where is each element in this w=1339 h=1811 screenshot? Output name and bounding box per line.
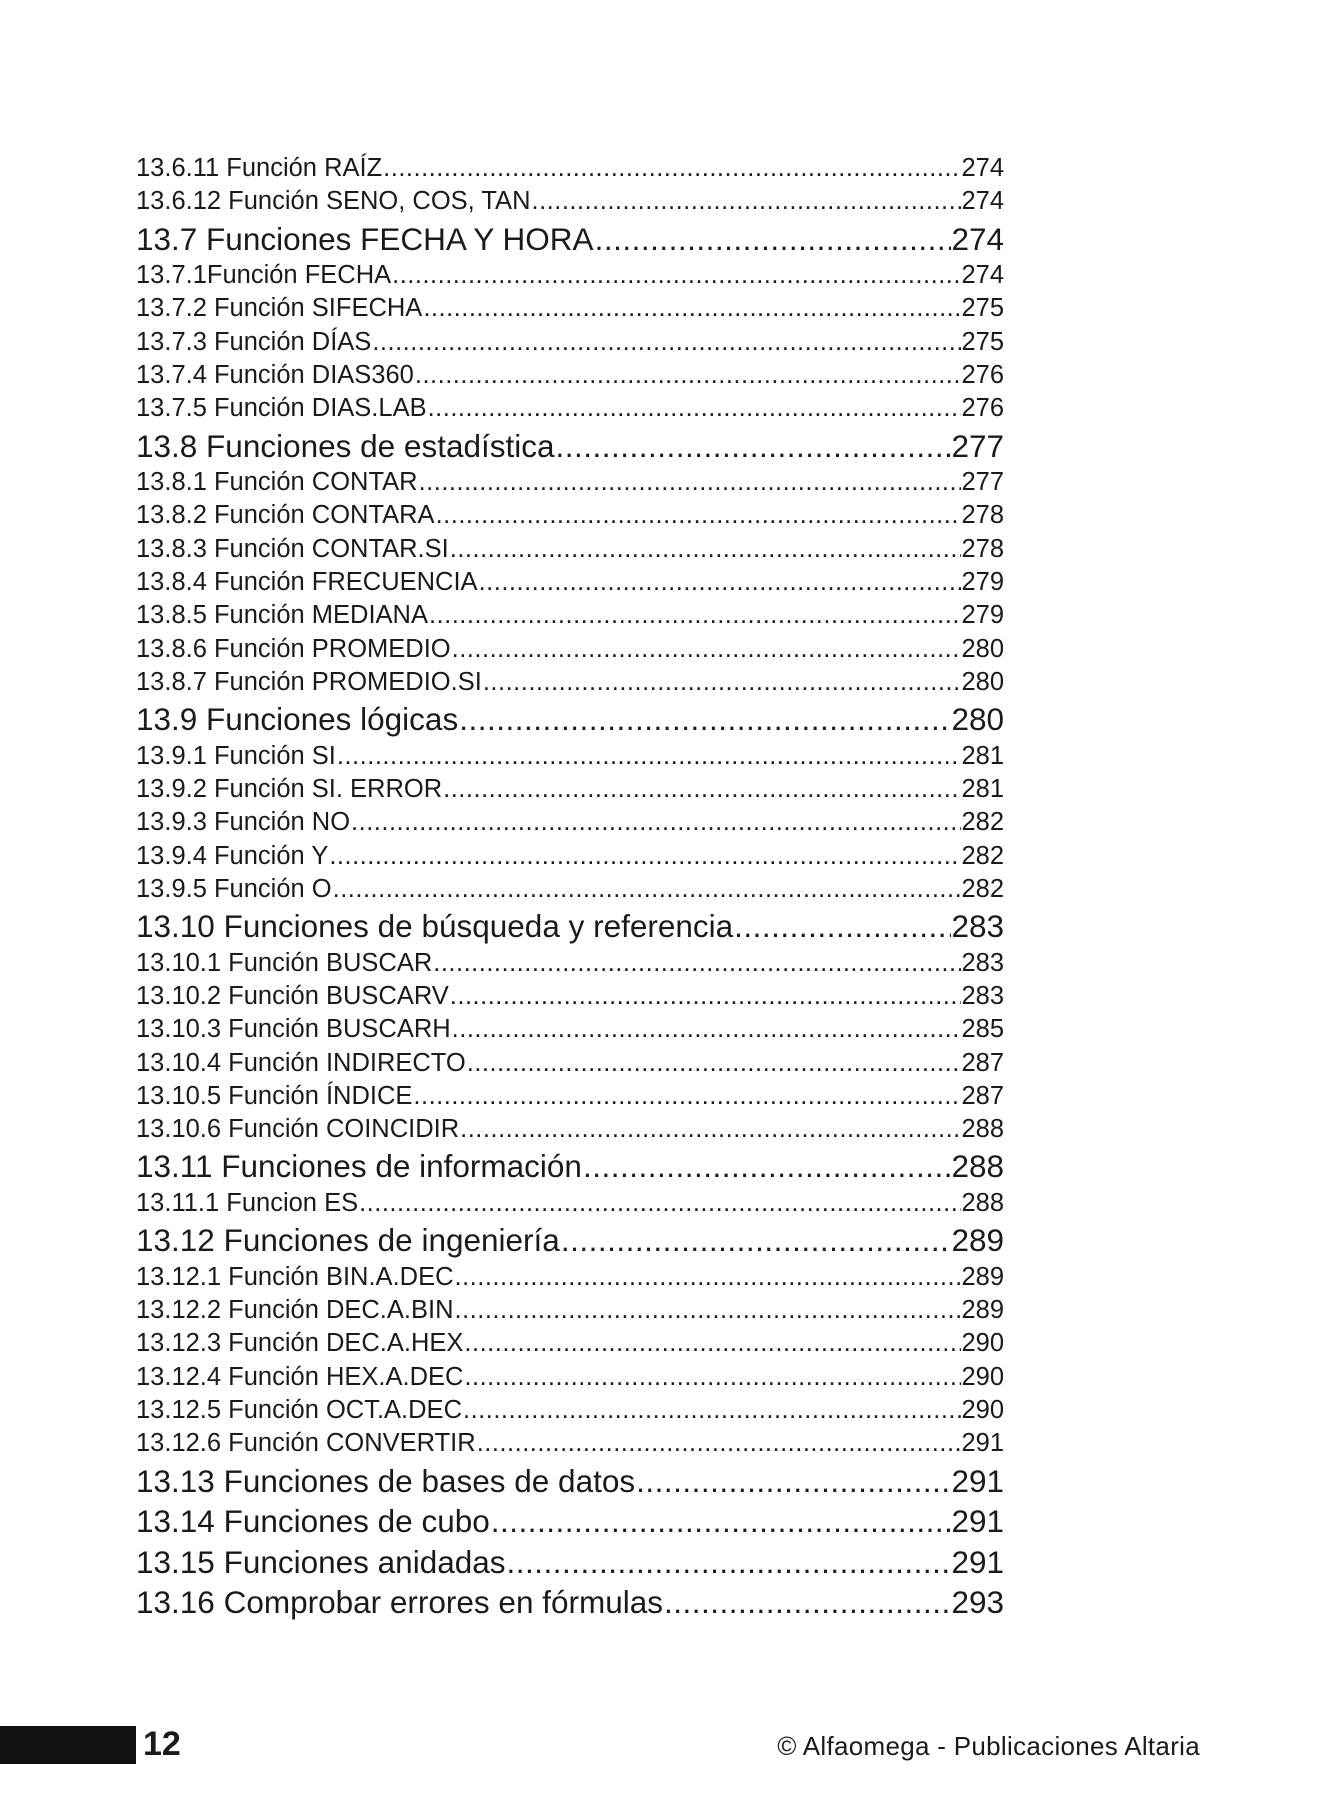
toc-subsection-entry <box>136 259 1004 292</box>
toc-section-entry <box>136 1501 1004 1542</box>
toc-entry-title: 13.8 Funciones de estadística <box>136 427 555 464</box>
toc-entry-title: 13.9.2 Función SI. ERROR <box>136 774 443 803</box>
toc-dot-leader <box>371 326 961 359</box>
toc-subsection-entry <box>136 666 1004 699</box>
toc-entry-title: 13.8.6 Función PROMEDIO <box>136 634 451 663</box>
toc-entry-page: 288 <box>951 1148 1004 1185</box>
toc-entry-page: 283 <box>961 981 1004 1010</box>
toc-entry-title: 13.11.1 Funcion ES <box>136 1188 359 1217</box>
toc-dot-leader <box>451 633 962 666</box>
toc-entry-title: 13.8.1 Función CONTAR <box>136 468 418 497</box>
toc-entry-title: 13.9 Funciones lógicas <box>136 701 459 738</box>
toc-entry-title: 13.12.5 Función OCT.A.DEC <box>136 1395 462 1424</box>
toc-subsection-entry <box>136 1327 1004 1360</box>
toc-entry-title: 13.8.5 Función MEDIANA <box>136 601 428 630</box>
toc-entry-title: 13.6.11 Función RAÍZ <box>136 154 383 182</box>
toc-dot-leader <box>506 1542 952 1583</box>
toc-entry-title: 13.8.2 Función CONTARA <box>136 501 435 530</box>
toc-entry-title: 13.10.5 Función ÍNDICE <box>136 1081 413 1110</box>
toc-entry-title: 13.10.1 Función BUSCAR <box>136 948 433 977</box>
toc-dot-leader <box>454 1261 962 1294</box>
toc-subsection-entry <box>136 740 1004 773</box>
toc-entry-page: 287 <box>961 1081 1004 1110</box>
toc-dot-leader <box>555 426 952 467</box>
toc-dot-leader <box>358 1187 961 1220</box>
toc-entry-page: 280 <box>961 634 1004 663</box>
toc-section-entry <box>136 1461 1004 1502</box>
toc-entry-title: 13.7.4 Función DIAS360 <box>136 360 414 389</box>
toc-entry-page: 278 <box>961 501 1004 530</box>
toc-dot-leader <box>490 1501 952 1542</box>
toc-entry-title: 13.8.7 Función PROMEDIO.SI <box>136 667 482 696</box>
toc-entry-page: 288 <box>961 1188 1004 1217</box>
toc-section-entry <box>136 906 1004 947</box>
toc-entry-page: 276 <box>961 394 1004 423</box>
toc-entry-page: 275 <box>961 294 1004 323</box>
toc-dot-leader <box>427 392 962 425</box>
toc-entry-title: 13.9.3 Función NO <box>136 808 351 837</box>
toc-entry-title: 13.10.6 Función COINCIDIR <box>136 1115 460 1144</box>
toc-entry-page: 293 <box>951 1584 1004 1620</box>
publisher-credit: © Alfaomega - Publicaciones Altaria <box>777 1731 1200 1761</box>
toc-dot-leader <box>422 292 961 325</box>
toc-entry-title: 13.7.2 Función SIFECHA <box>136 294 423 323</box>
toc-entry-page: 283 <box>961 948 1004 977</box>
toc-entry-title: 13.6.12 Función SENO, COS, TAN <box>136 187 531 216</box>
toc-entry-title: 13.10 Funciones de búsqueda y referencia <box>136 908 734 945</box>
toc-entry-page: 288 <box>961 1115 1004 1144</box>
toc-section-entry <box>136 1220 1004 1261</box>
table-of-contents <box>136 152 1004 1623</box>
toc-subsection-entry <box>136 466 1004 499</box>
toc-entry-title: 13.10.2 Función BUSCARV <box>136 981 449 1010</box>
toc-subsection-entry <box>136 566 1004 599</box>
toc-entry-page: 278 <box>961 534 1004 563</box>
toc-dot-leader <box>462 1394 961 1427</box>
toc-entry-title: 13.8.3 Función CONTAR.SI <box>136 534 449 563</box>
toc-dot-leader <box>432 947 961 980</box>
toc-dot-leader <box>449 533 962 566</box>
toc-entry-page: 274 <box>951 220 1004 257</box>
toc-entry-page: 277 <box>951 427 1004 464</box>
toc-entry-page: 285 <box>961 1015 1004 1044</box>
toc-entry-title: 13.9.5 Función O <box>136 874 332 903</box>
toc-entry-page: 283 <box>951 908 1004 945</box>
toc-dot-leader <box>560 1220 952 1261</box>
toc-entry-page: 291 <box>951 1543 1004 1580</box>
toc-entry-page: 276 <box>961 360 1004 389</box>
toc-subsection-entry <box>136 1294 1004 1327</box>
toc-subsection-entry <box>136 1427 1004 1460</box>
toc-dot-leader <box>530 185 961 218</box>
toc-subsection-entry <box>136 152 1004 185</box>
toc-dot-leader <box>332 873 962 906</box>
toc-entry-page: 280 <box>951 701 1004 738</box>
toc-entry-page: 280 <box>961 667 1004 696</box>
toc-section-entry <box>136 219 1004 260</box>
toc-dot-leader <box>428 599 961 632</box>
toc-dot-leader <box>482 666 962 699</box>
toc-entry-page: 274 <box>961 154 1004 182</box>
toc-subsection-entry <box>136 633 1004 666</box>
toc-dot-leader <box>391 259 961 292</box>
toc-entry-page: 289 <box>961 1262 1004 1291</box>
toc-subsection-entry <box>136 1394 1004 1427</box>
toc-subsection-entry <box>136 185 1004 218</box>
toc-entry-page: 291 <box>961 1429 1004 1458</box>
toc-dot-leader <box>458 699 951 740</box>
toc-entry-page: 279 <box>961 601 1004 630</box>
toc-dot-leader <box>594 219 952 260</box>
toc-subsection-entry <box>136 392 1004 425</box>
toc-entry-title: 13.10.3 Función BUSCARH <box>136 1015 451 1044</box>
toc-subsection-entry <box>136 1113 1004 1146</box>
toc-dot-leader <box>459 1113 961 1146</box>
toc-entry-page: 290 <box>961 1329 1004 1358</box>
toc-subsection-entry <box>136 326 1004 359</box>
toc-entry-page: 275 <box>961 327 1004 356</box>
toc-entry-page: 290 <box>961 1395 1004 1424</box>
toc-entry-title: 13.7.1Función FECHA <box>136 261 392 290</box>
toc-subsection-entry <box>136 873 1004 906</box>
toc-entry-title: 13.12.6 Función CONVERTIR <box>136 1429 476 1458</box>
toc-entry-title: 13.7.5 Función DIAS.LAB <box>136 394 427 423</box>
toc-dot-leader <box>663 1582 951 1623</box>
toc-entry-title: 13.14 Funciones de cubo <box>136 1503 490 1539</box>
toc-entry-title: 13.8.4 Función FRECUENCIA <box>136 567 478 596</box>
toc-subsection-entry <box>136 1261 1004 1294</box>
toc-entry-page: 291 <box>951 1503 1004 1539</box>
toc-entry-page: 277 <box>961 468 1004 497</box>
toc-dot-leader <box>478 566 962 599</box>
toc-dot-leader <box>442 773 961 806</box>
toc-entry-title: 13.13 Funciones de bases de datos <box>136 1462 636 1499</box>
toc-subsection-entry <box>136 499 1004 532</box>
toc-entry-page: 287 <box>961 1048 1004 1077</box>
toc-entry-title: 13.7 Funciones FECHA Y HORA <box>136 220 594 257</box>
toc-section-entry <box>136 1542 1004 1583</box>
toc-entry-page: 281 <box>961 741 1004 770</box>
toc-dot-leader <box>328 840 961 873</box>
toc-subsection-entry <box>136 1047 1004 1080</box>
toc-entry-title: 13.16 Comprobar errores en fórmulas <box>136 1584 663 1620</box>
toc-entry-page: 282 <box>961 808 1004 837</box>
toc-entry-title: 13.12.3 Función DEC.A.HEX <box>136 1329 464 1358</box>
toc-entry-page: 291 <box>951 1462 1004 1499</box>
toc-dot-leader <box>336 740 962 773</box>
toc-dot-leader <box>476 1427 962 1460</box>
toc-dot-leader <box>635 1461 951 1502</box>
toc-dot-leader <box>451 1013 962 1046</box>
toc-dot-leader <box>466 1047 962 1080</box>
toc-entry-title: 13.7.3 Función DÍAS <box>136 327 372 356</box>
toc-subsection-entry <box>136 1013 1004 1046</box>
toc-dot-leader <box>418 466 962 499</box>
toc-subsection-entry <box>136 947 1004 980</box>
toc-subsection-entry <box>136 980 1004 1013</box>
toc-section-entry <box>136 1146 1004 1187</box>
toc-dot-leader <box>463 1361 961 1394</box>
toc-section-entry <box>136 1582 1004 1623</box>
toc-dot-leader <box>582 1146 952 1187</box>
toc-entry-title: 13.12.1 Función BIN.A.DEC <box>136 1262 454 1291</box>
toc-entry-page: 274 <box>961 261 1004 290</box>
toc-subsection-entry <box>136 599 1004 632</box>
toc-dot-leader <box>382 152 961 185</box>
toc-entry-title: 13.9.1 Función SI <box>136 741 336 770</box>
toc-dot-leader <box>733 906 951 947</box>
toc-section-entry <box>136 426 1004 467</box>
toc-dot-leader <box>350 806 961 839</box>
toc-entry-title: 13.12.4 Función HEX.A.DEC <box>136 1362 464 1391</box>
toc-subsection-entry <box>136 1080 1004 1113</box>
toc-subsection-entry <box>136 292 1004 325</box>
toc-entry-page: 282 <box>961 874 1004 903</box>
toc-dot-leader <box>449 980 962 1013</box>
toc-dot-leader <box>454 1294 962 1327</box>
toc-entry-page: 289 <box>961 1296 1004 1325</box>
toc-subsection-entry <box>136 806 1004 839</box>
toc-subsection-entry <box>136 533 1004 566</box>
toc-entry-page: 281 <box>961 774 1004 803</box>
toc-entry-title: 13.9.4 Función Y <box>136 841 329 870</box>
toc-section-entry <box>136 699 1004 740</box>
toc-entry-page: 282 <box>961 841 1004 870</box>
toc-entry-page: 274 <box>961 187 1004 216</box>
toc-entry-title: 13.12.2 Función DEC.A.BIN <box>136 1296 454 1325</box>
toc-subsection-entry <box>136 840 1004 873</box>
toc-entry-title: 13.15 Funciones anidadas <box>136 1543 506 1580</box>
toc-dot-leader <box>435 499 962 532</box>
toc-entry-title: 13.12 Funciones de ingeniería <box>136 1222 560 1259</box>
toc-entry-title: 13.10.4 Función INDIRECTO <box>136 1048 466 1077</box>
toc-entry-page: 279 <box>961 567 1004 596</box>
toc-entry-title: 13.11 Funciones de información <box>136 1148 582 1185</box>
toc-subsection-entry <box>136 773 1004 806</box>
toc-entry-page: 290 <box>961 1362 1004 1391</box>
toc-dot-leader <box>463 1327 961 1360</box>
toc-subsection-entry <box>136 1361 1004 1394</box>
toc-dot-leader <box>414 359 962 392</box>
toc-subsection-entry <box>136 359 1004 392</box>
toc-dot-leader <box>412 1080 961 1113</box>
toc-entry-page: 289 <box>951 1222 1004 1259</box>
toc-subsection-entry <box>136 1187 1004 1220</box>
page-number: 12 <box>143 1725 181 1763</box>
footer-bar <box>0 1726 136 1764</box>
